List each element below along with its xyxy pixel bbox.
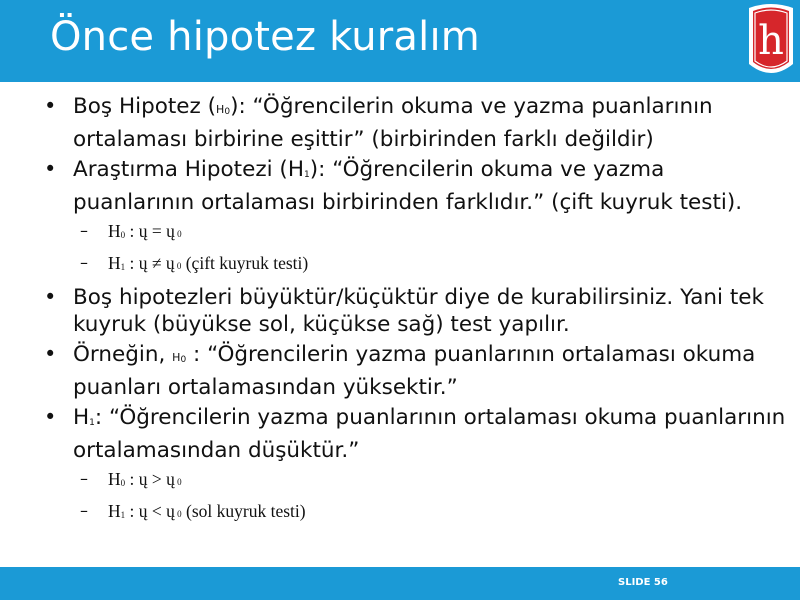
h-subscript: 0 [180, 355, 187, 365]
bullet-example-h1 [30, 404, 790, 464]
formula-note: (çift kuyruk testi) [181, 253, 309, 273]
bullet-text: ): “Öğrencilerin okuma ve yazma puanlarının ortalaması birbirine eşittir” (birbirinden farklı değildir) [73, 94, 713, 152]
sub-bullet-h1-less [30, 500, 790, 526]
h-subscript: 1 [120, 262, 126, 272]
footer-bar [0, 567, 800, 600]
formula: : ų < ų [125, 501, 175, 521]
bullet-text: : “Öğrencilerin yazma puanlarının ortalaması okuma puanlarının ortalamasından düşüktür.” [73, 405, 786, 463]
bullet-marker: • [44, 94, 57, 118]
h-symbol: H [172, 351, 181, 364]
formula: : ų ≠ ų [125, 253, 175, 273]
mu-subscript: 0 [174, 261, 182, 271]
bullet-example-h0 [30, 341, 790, 401]
bullet-text: Araştırma Hipotezi (H [73, 157, 304, 182]
h-symbol: H [108, 221, 121, 241]
sub-bullet-h0-equal [30, 220, 790, 246]
h-symbol: H [108, 501, 121, 521]
slide-title: Önce hipotez kuralım [50, 14, 480, 60]
slide-content [30, 93, 790, 532]
h-subscript: 0 [224, 107, 231, 117]
h-subscript: 0 [120, 230, 126, 240]
h-symbol: H [108, 253, 121, 273]
formula: : ų > ų [125, 469, 175, 489]
sub-bullet-h0-greater [30, 468, 790, 494]
dash-marker: – [80, 469, 88, 488]
bullet-text: Boş hipotezleri büyüktür/küçüktür diye de kurabilirsiniz. Yani tek kuyruk (büyükse sol, küçükse sağ) test yapılır. [73, 285, 764, 337]
title-bar [0, 0, 800, 82]
mu-subscript: 0 [174, 229, 182, 239]
bullet-text: ): “Öğrencilerin okuma ve yazma puanlarının ortalaması birbirinden farklıdır.” (çift kuyruk testi). [73, 157, 743, 215]
sub-bullet-h1-not-equal [30, 252, 790, 278]
bullet-marker: • [44, 405, 57, 429]
logo-letter: h [758, 18, 784, 64]
h-subscript: 1 [304, 170, 310, 180]
university-logo-icon [745, 2, 797, 78]
bullet-research-hypothesis [30, 156, 790, 216]
bullet-marker: • [44, 342, 57, 366]
h-subscript: 0 [120, 478, 126, 488]
bullet-marker: • [44, 285, 57, 309]
formula: : ų = ų [125, 221, 175, 241]
dash-marker: – [80, 221, 88, 240]
h-symbol: H [73, 405, 90, 430]
bullet-text: : “Öğrencilerin yazma puanlarının ortalaması okuma puanları ortalamasından yüksektir.” [73, 342, 756, 400]
formula-note: (sol kuyruk testi) [181, 501, 306, 521]
h-symbol: H [108, 469, 121, 489]
bullet-null-hypothesis [30, 93, 790, 153]
h-symbol: H [216, 103, 225, 116]
bullet-text: Boş Hipotez ( [73, 94, 217, 119]
h-subscript: 1 [89, 418, 95, 428]
bullet-one-tailed [30, 284, 790, 338]
bullet-marker: • [44, 157, 57, 181]
mu-subscript: 0 [174, 509, 182, 519]
slide-number: SLIDE 56 [618, 577, 668, 588]
mu-subscript: 0 [174, 477, 182, 487]
dash-marker: – [80, 501, 88, 520]
bullet-text: Örneğin, [73, 342, 173, 367]
dash-marker: – [80, 253, 88, 272]
h-subscript: 1 [120, 510, 126, 520]
